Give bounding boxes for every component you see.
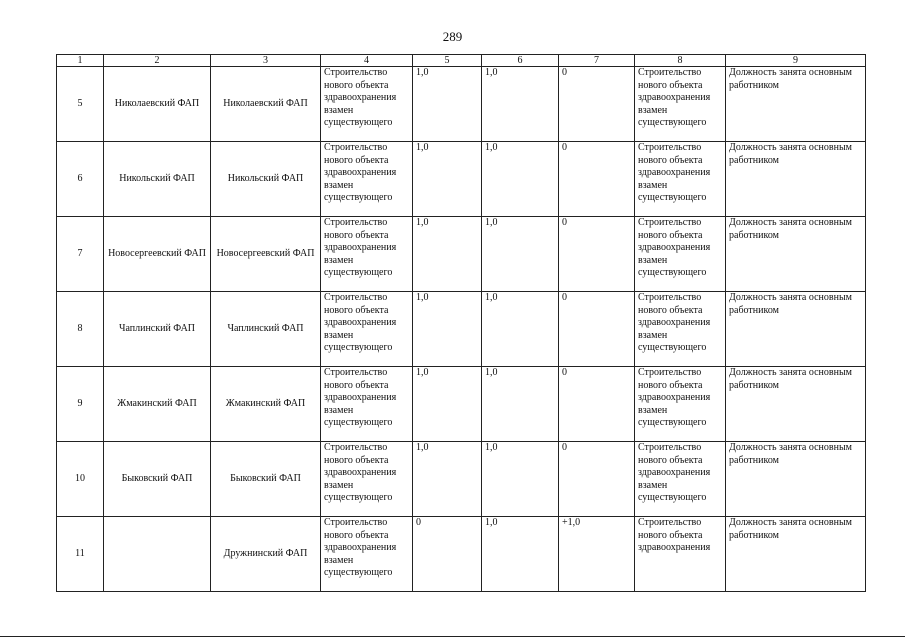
activity-result-cell: Строительство нового объекта здравоохранения взамен существующего: [635, 67, 726, 142]
value-col6: 1,0: [482, 142, 559, 217]
activity-cell: Строительство нового объекта здравоохранения взамен существующего: [321, 442, 413, 517]
activity-result-cell: Строительство нового объекта здравоохранения взамен существующего: [635, 292, 726, 367]
activity-result-cell: Строительство нового объекта здравоохранения взамен существующего: [635, 367, 726, 442]
table-row: [57, 217, 866, 292]
row-number: 9: [57, 367, 104, 442]
activity-cell: Строительство нового объекта здравоохранения взамен существующего: [321, 367, 413, 442]
activity-cell: Строительство нового объекта здравоохранения взамен существующего: [321, 217, 413, 292]
row-number: 7: [57, 217, 104, 292]
value-col5: 1,0: [413, 217, 482, 292]
value-col7: 0: [559, 217, 635, 292]
facility-new-name: Чаплинский ФАП: [211, 292, 321, 367]
value-col5: 1,0: [413, 442, 482, 517]
column-header: 2: [104, 55, 211, 67]
table-row: [57, 367, 866, 442]
value-col7: 0: [559, 142, 635, 217]
activity-cell: Строительство нового объекта здравоохранения взамен существующего: [321, 517, 413, 592]
activity-result-cell: Строительство нового объекта здравоохранения взамен существующего: [635, 142, 726, 217]
value-col7: 0: [559, 442, 635, 517]
table-row: [57, 517, 866, 592]
column-header: 4: [321, 55, 413, 67]
value-col5: 1,0: [413, 67, 482, 142]
facilities-table: [56, 54, 866, 592]
facility-old-name: Жмакинский ФАП: [104, 367, 211, 442]
facility-new-name: Жмакинский ФАП: [211, 367, 321, 442]
activity-cell: Строительство нового объекта здравоохранения взамен существующего: [321, 67, 413, 142]
position-status-cell: Должность занята основным работником: [726, 292, 866, 367]
bottom-divider: [0, 636, 905, 637]
row-number: 8: [57, 292, 104, 367]
table-row: [57, 292, 866, 367]
column-header: 5: [413, 55, 482, 67]
position-status-cell: Должность занята основным работником: [726, 442, 866, 517]
facility-new-name: Никольский ФАП: [211, 142, 321, 217]
facility-old-name: Чаплинский ФАП: [104, 292, 211, 367]
position-status-cell: Должность занята основным работником: [726, 142, 866, 217]
position-status-cell: Должность занята основным работником: [726, 517, 866, 592]
table-row: [57, 67, 866, 142]
row-number: 11: [57, 517, 104, 592]
value-col7: 0: [559, 67, 635, 142]
value-col6: 1,0: [482, 67, 559, 142]
column-header: 7: [559, 55, 635, 67]
activity-result-cell: Строительство нового объекта здравоохранения взамен существующего: [635, 442, 726, 517]
column-header: 1: [57, 55, 104, 67]
activity-cell: Строительство нового объекта здравоохранения взамен существующего: [321, 142, 413, 217]
column-header: 9: [726, 55, 866, 67]
position-status-cell: Должность занята основным работником: [726, 367, 866, 442]
value-col5: 1,0: [413, 142, 482, 217]
activity-result-cell: Строительство нового объекта здравоохранения: [635, 517, 726, 592]
activity-result-cell: Строительство нового объекта здравоохранения взамен существующего: [635, 217, 726, 292]
row-number: 6: [57, 142, 104, 217]
value-col7: +1,0: [559, 517, 635, 592]
position-status-cell: Должность занята основным работником: [726, 67, 866, 142]
value-col5: 1,0: [413, 367, 482, 442]
column-header: 3: [211, 55, 321, 67]
value-col7: 0: [559, 292, 635, 367]
value-col6: 1,0: [482, 292, 559, 367]
facility-new-name: Новосергеевский ФАП: [211, 217, 321, 292]
facility-old-name: Новосергеевский ФАП: [104, 217, 211, 292]
header-row: [57, 55, 866, 67]
row-number: 10: [57, 442, 104, 517]
facility-old-name: [104, 517, 211, 592]
value-col7: 0: [559, 367, 635, 442]
position-status-cell: Должность занята основным работником: [726, 217, 866, 292]
value-col6: 1,0: [482, 367, 559, 442]
column-header: 8: [635, 55, 726, 67]
table-row: [57, 442, 866, 517]
facility-old-name: Николаевский ФАП: [104, 67, 211, 142]
facility-new-name: Николаевский ФАП: [211, 67, 321, 142]
value-col6: 1,0: [482, 442, 559, 517]
table-row: [57, 142, 866, 217]
page-number: 289: [442, 29, 463, 44]
row-number: 5: [57, 67, 104, 142]
facility-old-name: Никольский ФАП: [104, 142, 211, 217]
column-header: 6: [482, 55, 559, 67]
value-col5: 1,0: [413, 292, 482, 367]
facility-new-name: Дружнинский ФАП: [211, 517, 321, 592]
activity-cell: Строительство нового объекта здравоохранения взамен существующего: [321, 292, 413, 367]
value-col6: 1,0: [482, 517, 559, 592]
value-col6: 1,0: [482, 217, 559, 292]
facility-old-name: Быковский ФАП: [104, 442, 211, 517]
facility-new-name: Быковский ФАП: [211, 442, 321, 517]
value-col5: 0: [413, 517, 482, 592]
